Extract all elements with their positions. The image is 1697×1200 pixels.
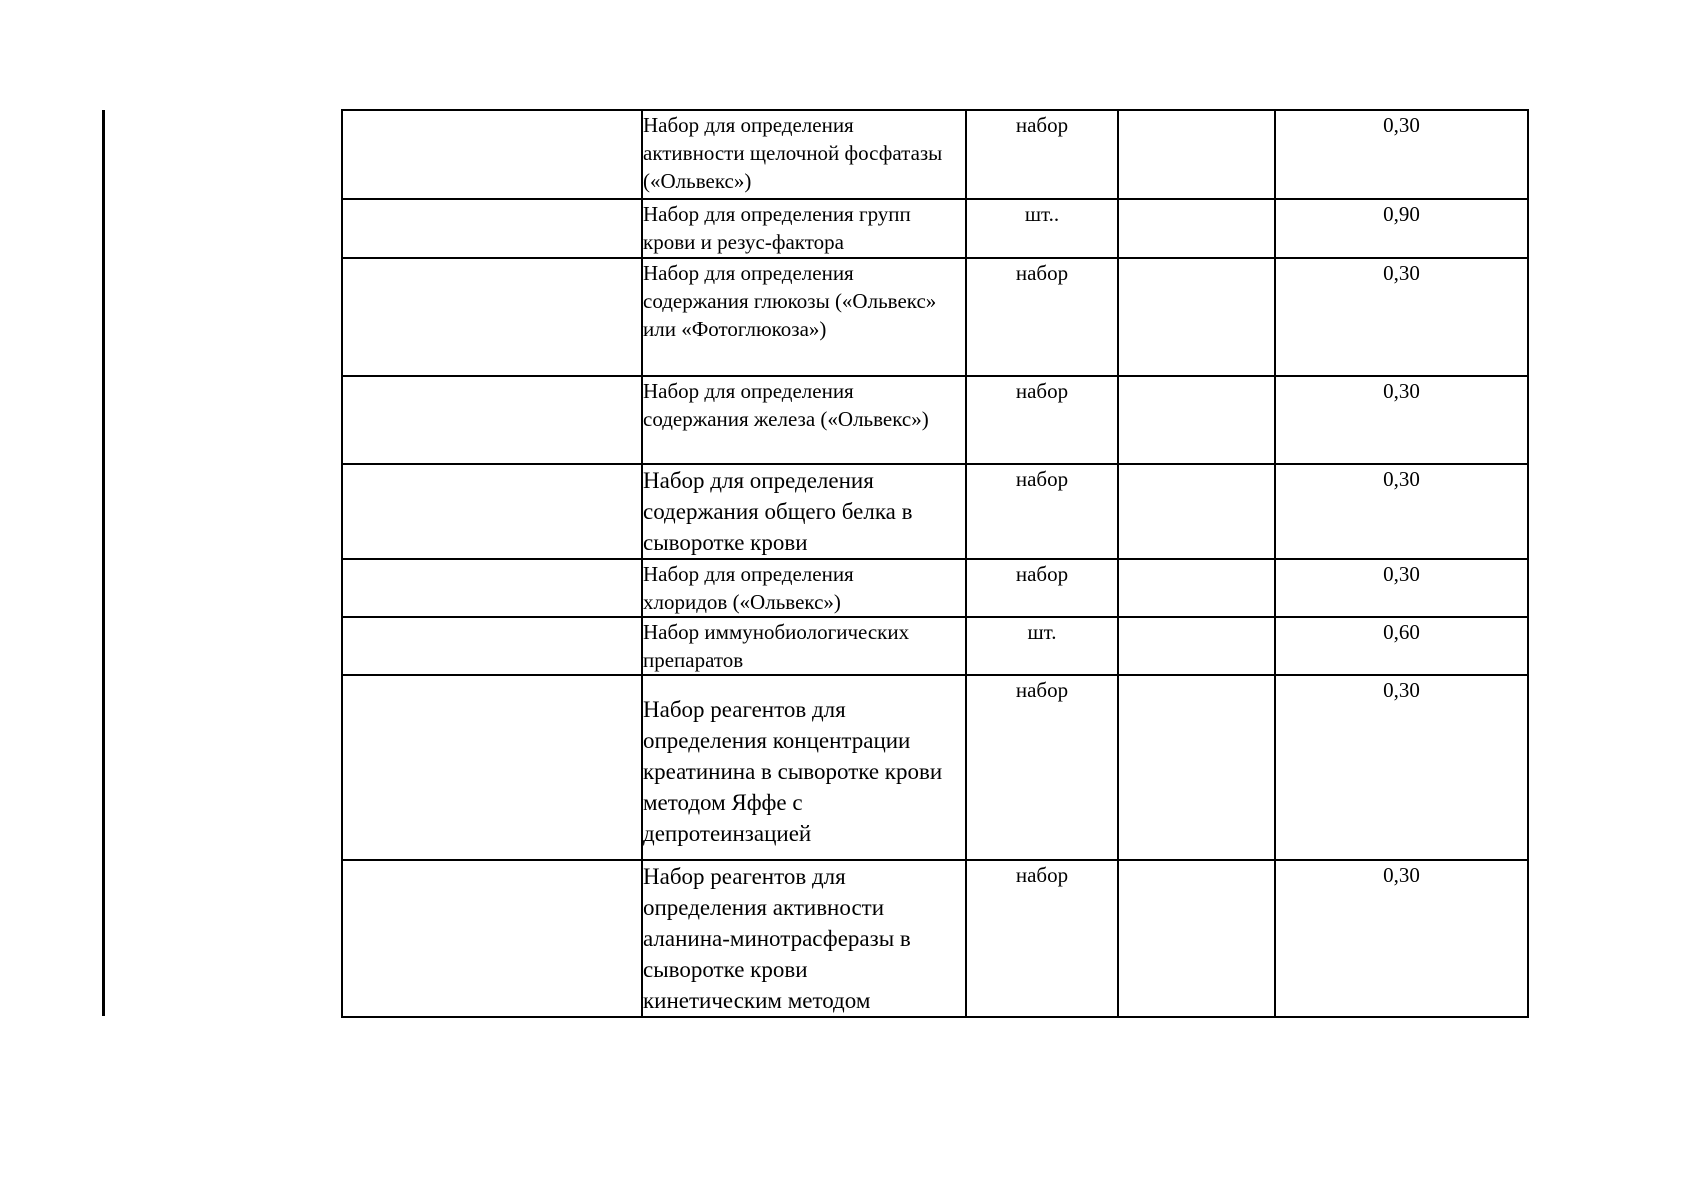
item-name-cell: [642, 675, 966, 860]
item-name-cell: [642, 617, 966, 675]
item-name: Набор реагентов для определения концентрации креатинина в сыворотке крови методом Яффе с депротеинзацией: [643, 697, 943, 846]
item-name: Набор для определения содержания глюкозы («Ольвекс» или «Фотоглюкоза»): [643, 261, 937, 341]
table-cell-empty: [1118, 464, 1275, 559]
table-cell-empty: [342, 617, 642, 675]
table-cell-empty: [1118, 559, 1275, 617]
item-name-cell: [642, 110, 966, 199]
quantity-cell: 0,60: [1275, 617, 1528, 675]
table-row: [342, 860, 1528, 1017]
item-name: Набор для определения групп крови и резус-фактора: [643, 202, 911, 254]
unit-cell: набор: [966, 258, 1118, 376]
table-row: [342, 376, 1528, 464]
table-cell-empty: [342, 559, 642, 617]
unit-cell: набор: [966, 675, 1118, 860]
table-cell-empty: [1118, 617, 1275, 675]
quantity-cell: 0,30: [1275, 258, 1528, 376]
table-cell-empty: [1118, 199, 1275, 258]
item-name: Набор иммунобиологических препаратов: [643, 620, 910, 672]
table-cell-empty: [1118, 675, 1275, 860]
table-cell-empty: [342, 675, 642, 860]
quantity-cell: 0,30: [1275, 559, 1528, 617]
table-cell-empty: [342, 199, 642, 258]
quantity-cell: 0,90: [1275, 199, 1528, 258]
unit-cell: шт..: [966, 199, 1118, 258]
quantity-cell: 0,30: [1275, 376, 1528, 464]
table-row: [342, 617, 1528, 675]
item-name: Набор для определения содержания общего белка в сыворотке крови: [643, 468, 913, 555]
table-cell-empty: [1118, 258, 1275, 376]
item-name-cell: [642, 376, 966, 464]
item-name-cell: [642, 860, 966, 1017]
table-row: [342, 199, 1528, 258]
unit-cell: набор: [966, 860, 1118, 1017]
item-name-cell: [642, 464, 966, 559]
left-margin-rule: [102, 110, 105, 1016]
unit-cell: набор: [966, 464, 1118, 559]
item-name: Набор для определения активности щелочной фосфатазы («Ольвекс»): [643, 113, 943, 193]
quantity-cell: 0,30: [1275, 675, 1528, 860]
unit-cell: набор: [966, 559, 1118, 617]
table-row: [342, 464, 1528, 559]
table-cell-empty: [342, 258, 642, 376]
reagents-table: [341, 109, 1529, 1018]
item-name-cell: [642, 258, 966, 376]
table-row: [342, 258, 1528, 376]
item-name-cell: [642, 559, 966, 617]
table-cell-empty: [1118, 376, 1275, 464]
table-row: [342, 110, 1528, 199]
table-row: [342, 675, 1528, 860]
quantity-cell: 0,30: [1275, 464, 1528, 559]
table-cell-empty: [342, 860, 642, 1017]
unit-cell: шт.: [966, 617, 1118, 675]
table-cell-empty: [342, 376, 642, 464]
item-name: Набор реагентов для определения активности аланина-минотрасферазы в сыворотке крови кинетическим методом: [643, 864, 911, 1013]
table-row: [342, 559, 1528, 617]
table-cell-empty: [1118, 110, 1275, 199]
table-cell-empty: [342, 110, 642, 199]
quantity-cell: 0,30: [1275, 860, 1528, 1017]
item-name-cell: [642, 199, 966, 258]
item-name: Набор для определения хлоридов («Ольвекс»): [643, 562, 854, 614]
quantity-cell: 0,30: [1275, 110, 1528, 199]
table-cell-empty: [1118, 860, 1275, 1017]
table-cell-empty: [342, 464, 642, 559]
unit-cell: набор: [966, 376, 1118, 464]
unit-cell: набор: [966, 110, 1118, 199]
item-name: Набор для определения содержания железа («Ольвекс»): [643, 379, 929, 431]
